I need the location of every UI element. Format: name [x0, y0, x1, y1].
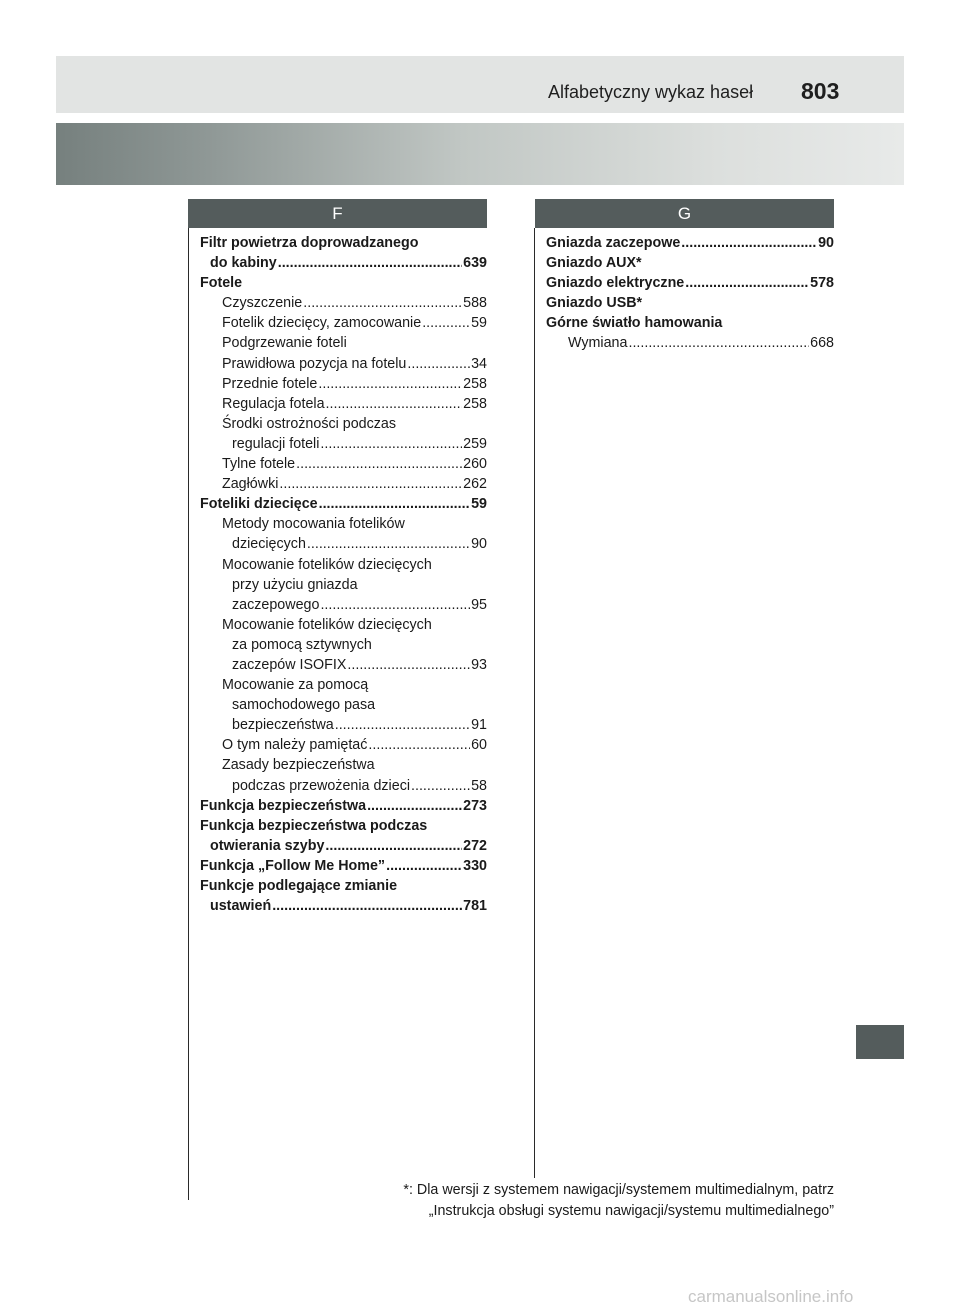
index-entry-text: podczas przewożenia dzieci — [232, 777, 411, 794]
leader-dots — [368, 735, 470, 755]
index-entry-page: 34 — [471, 355, 487, 372]
index-entry-text: Zagłówki — [222, 476, 279, 493]
index-entry — [546, 313, 834, 333]
index-entry-text: regulacji foteli — [232, 435, 320, 452]
index-entry — [200, 755, 487, 775]
index-entry-text: bezpieczeństwa — [232, 717, 334, 734]
decorative-gradient-band — [56, 123, 904, 185]
index-entry-text: ustawień — [210, 898, 272, 915]
index-entry — [546, 253, 834, 273]
index-entry-text: Funkcja bezpieczeństwa — [200, 797, 367, 814]
index-entry-page: 260 — [463, 456, 487, 473]
index-entry-text: Filtr powietrza doprowadzanego — [200, 235, 419, 251]
index-entry-text: Funkcja bezpieczeństwa podczas — [200, 817, 428, 834]
leader-dots — [411, 776, 470, 796]
column-divider-middle — [534, 228, 535, 1178]
index-entry — [200, 735, 487, 755]
leader-dots — [320, 434, 462, 454]
index-entry-page: 60 — [471, 737, 487, 754]
index-entry-text: Fotele — [200, 275, 243, 292]
leader-dots — [386, 856, 462, 876]
index-entry — [200, 856, 487, 876]
index-entry — [200, 454, 487, 474]
chapter-tab — [856, 1025, 904, 1059]
index-entry-text: Gniazdo elektryczne — [546, 275, 685, 292]
watermark: carmanualsonline.info — [688, 1287, 854, 1306]
index-entry-text: Gniazdo USB* — [546, 295, 643, 312]
index-entry-page: 273 — [463, 797, 487, 814]
section-header-f: F — [188, 199, 487, 228]
header-band — [56, 56, 904, 113]
index-entry — [200, 474, 487, 494]
footnote-line-1: *: Dla wersji z systemem nawigacji/systemem multimedialnym, patrz — [403, 1182, 834, 1198]
index-entry-text: Środki ostrożności podczas — [222, 415, 397, 432]
index-entry-page: 781 — [463, 898, 487, 915]
index-entry-page: 58 — [471, 777, 487, 794]
index-entry-page: 272 — [463, 837, 487, 854]
index-entry-text: zaczepowego — [232, 596, 320, 613]
index-entry — [546, 233, 834, 253]
index-entry-page: 90 — [471, 536, 487, 553]
index-entry — [200, 394, 487, 414]
index-entry-text: dziecięcych — [232, 536, 306, 553]
column-divider-left — [188, 228, 189, 1200]
index-entry-text: Funkcja „Follow Me Home” — [200, 857, 386, 874]
index-entry-text: Regulacja fotela — [222, 395, 325, 412]
index-entry — [200, 615, 487, 635]
page-number: 803 — [801, 78, 840, 104]
footnote-line-2: „Instrukcja obsługi systemu nawigacji/systemu multimedialnego” — [428, 1202, 834, 1219]
index-entry — [546, 273, 834, 293]
index-entry-text: Foteliki dziecięce — [200, 496, 318, 513]
index-entry — [200, 715, 487, 735]
index-entry — [200, 233, 487, 253]
index-entry — [200, 776, 487, 796]
index-entry — [200, 836, 487, 856]
index-entry-text: Przednie fotele — [222, 375, 318, 392]
leader-dots — [303, 293, 462, 313]
index-entry-text: Zasady bezpieczeństwa — [222, 757, 375, 774]
index-entry-text: Metody mocowania fotelików — [222, 516, 405, 533]
index-entry-text: Mocowanie za pomocą — [222, 677, 369, 694]
index-entry-page: 90 — [818, 235, 834, 251]
index-entry-page: 93 — [471, 656, 487, 673]
index-entry-text: Wymiana — [568, 335, 628, 352]
index-entry — [200, 374, 487, 394]
index-entry — [200, 555, 487, 575]
index-entry — [200, 514, 487, 534]
index-entry-page: 95 — [471, 596, 487, 613]
index-entry-text: przy użyciu gniazda — [232, 576, 358, 593]
index-entry-text: otwierania szyby — [210, 837, 325, 854]
index-entry — [200, 273, 487, 293]
index-entry — [200, 896, 487, 916]
index-entry-page: 668 — [810, 335, 834, 352]
index-entry — [200, 876, 487, 896]
index-entry-page: 639 — [463, 255, 487, 272]
index-entry-page: 578 — [810, 275, 834, 292]
leader-dots — [318, 374, 462, 394]
index-entry-text: O tym należy pamiętać — [222, 737, 368, 754]
leader-dots — [628, 333, 809, 353]
page-title: Alfabetyczny wykaz haseł — [548, 82, 754, 102]
index-entry-page: 259 — [463, 435, 487, 452]
leader-dots — [326, 394, 463, 414]
index-entry — [200, 253, 487, 273]
index-entry — [200, 434, 487, 454]
index-entry-page: 59 — [471, 315, 487, 332]
index-entry-text: za pomocą sztywnych — [232, 636, 372, 653]
index-entry — [200, 655, 487, 675]
leader-dots — [320, 595, 470, 615]
index-entry — [200, 414, 487, 434]
index-entry-text: Fotelik dziecięcy, zamocowanie — [222, 315, 422, 332]
index-entry-page: 588 — [463, 295, 487, 312]
index-entry-page: 258 — [463, 375, 487, 392]
leader-dots — [685, 273, 809, 293]
leader-dots — [307, 534, 470, 554]
leader-dots — [335, 715, 470, 735]
leader-dots — [325, 836, 462, 856]
leader-dots — [407, 354, 470, 374]
index-entry — [200, 796, 487, 816]
index-entry-text: do kabiny — [210, 255, 277, 272]
index-entry — [200, 313, 487, 333]
index-entry — [200, 333, 487, 353]
index-column-g — [546, 233, 834, 354]
index-entry-page: 59 — [471, 496, 487, 513]
index-entry-page: 330 — [463, 857, 487, 874]
index-entry-text: Tylne fotele — [222, 456, 296, 473]
index-entry — [200, 293, 487, 313]
index-entry — [200, 675, 487, 695]
leader-dots — [278, 253, 462, 273]
leader-dots — [367, 796, 462, 816]
index-entry-text: samochodowego pasa — [232, 697, 376, 714]
section-header-g: G — [535, 199, 834, 228]
index-entry — [200, 695, 487, 715]
index-entry-text: Górne światło hamowania — [546, 315, 723, 332]
leader-dots — [279, 474, 462, 494]
index-column-f — [200, 233, 487, 916]
index-entry — [200, 635, 487, 655]
index-entry-page: 258 — [463, 395, 487, 412]
leader-dots — [681, 233, 817, 253]
index-entry-text: Mocowanie fotelików dziecięcych — [222, 556, 432, 573]
leader-dots — [319, 494, 470, 514]
index-entry-text: Mocowanie fotelików dziecięcych — [222, 616, 432, 633]
index-entry-text: Funkcje podlegające zmianie — [200, 878, 398, 894]
index-entry — [200, 816, 487, 836]
leader-dots — [422, 313, 470, 333]
index-entry — [546, 293, 834, 313]
index-entry-page: 91 — [471, 717, 487, 734]
leader-dots — [272, 896, 462, 916]
index-entry-page: 262 — [463, 476, 487, 493]
index-entry — [546, 333, 834, 353]
index-entry-text: Podgrzewanie foteli — [222, 335, 347, 352]
index-entry-text: Czyszczenie — [222, 295, 303, 312]
index-entry — [200, 575, 487, 595]
index-entry-text: Gniazda zaczepowe — [546, 235, 681, 251]
leader-dots — [347, 655, 470, 675]
index-entry — [200, 595, 487, 615]
index-entry-text: Gniazdo AUX* — [546, 255, 642, 272]
index-entry-text: zaczepów ISOFIX — [232, 656, 347, 673]
index-entry — [200, 354, 487, 374]
index-entry — [200, 534, 487, 554]
footnote — [340, 1180, 834, 1221]
index-entry-text: Prawidłowa pozycja na fotelu — [222, 355, 407, 372]
index-entry — [200, 494, 487, 514]
leader-dots — [296, 454, 462, 474]
